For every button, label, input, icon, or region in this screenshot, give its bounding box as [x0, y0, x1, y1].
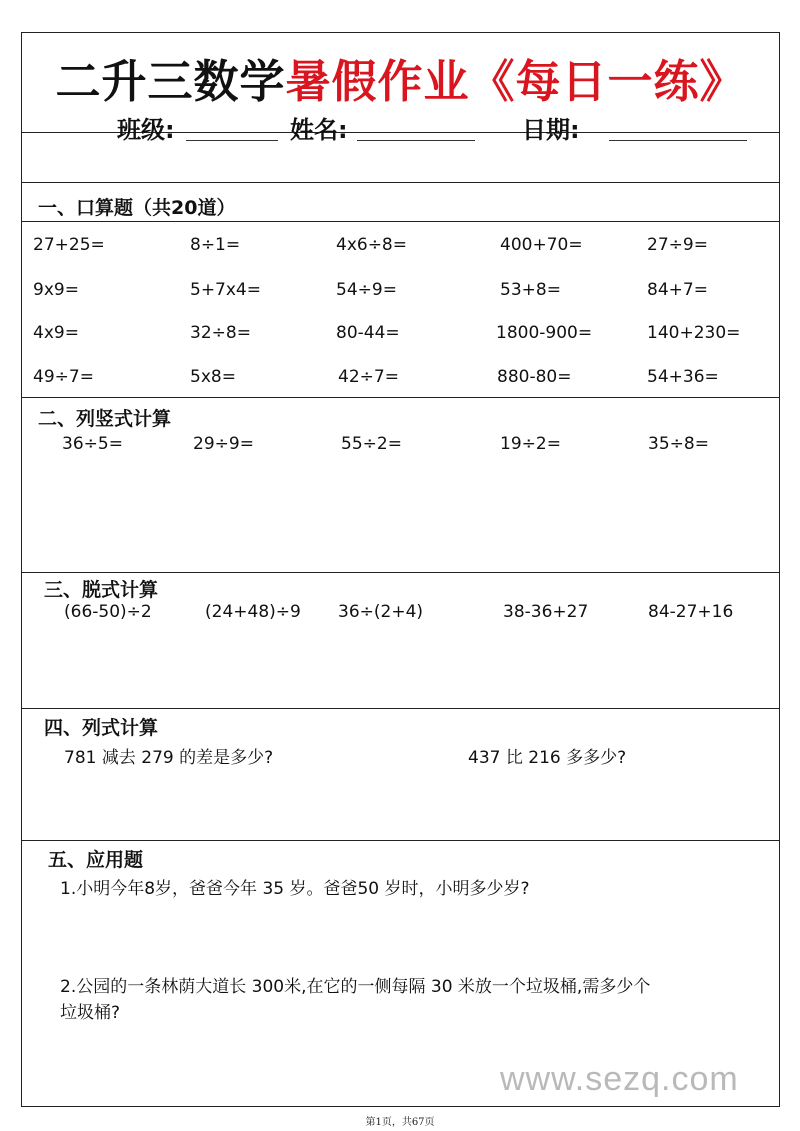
oral-problem: 27÷9=: [647, 235, 708, 255]
oral-problem: 53+8=: [500, 280, 561, 300]
vertical-calc-problem: 29÷9=: [193, 434, 254, 454]
step-calc-problem: 38-36+27: [503, 602, 589, 622]
vertical-calc-problem: 35÷8=: [648, 434, 709, 454]
oral-problem: 880-80=: [497, 367, 572, 387]
word-problem-1: 1.小明今年8岁，爸爸今年 35 岁。爸爸50 岁时，小明多少岁?: [60, 879, 530, 899]
date-label: 日期:: [522, 116, 580, 144]
oral-problem: 4x6÷8=: [336, 235, 407, 255]
divider: [22, 182, 779, 183]
class-label: 班级:: [117, 116, 175, 144]
step-calc-problem: 84-27+16: [648, 602, 734, 622]
section2-heading: 二、列竖式计算: [38, 408, 172, 430]
vertical-calc-problem: 36÷5=: [62, 434, 123, 454]
vertical-calc-problem: 55÷2=: [341, 434, 402, 454]
oral-problem: 8÷1=: [190, 235, 241, 255]
oral-problem: 140+230=: [647, 323, 741, 343]
oral-problem: 84+7=: [647, 280, 708, 300]
equation-problem: 781 减去 279 的差是多少?: [64, 748, 274, 768]
oral-problem: 5x8=: [190, 367, 236, 387]
word-problem-2-line2: 垃圾桶?: [60, 1003, 121, 1023]
vertical-calc-problem: 19÷2=: [500, 434, 561, 454]
word-problem-2-line1: 2.公园的一条林荫大道长 300米,在它的一侧每隔 30 米放一个垃圾桶,需多少个: [60, 977, 651, 997]
section5-heading: 五、应用题: [48, 849, 144, 871]
oral-problem: 9x9=: [33, 280, 79, 300]
section4-heading: 四、列式计算: [44, 717, 159, 739]
page-footer: 第1页，共67页: [365, 1117, 435, 1128]
step-calc-problem: (24+48)÷9: [205, 602, 301, 622]
divider: [22, 572, 779, 573]
divider: [22, 221, 779, 222]
oral-problem: 42÷7=: [338, 367, 399, 387]
title-part-black: 二升三数学: [55, 55, 286, 108]
title-part-red: 暑假作业《每日一练》: [285, 55, 746, 108]
oral-problem: 54÷9=: [336, 280, 397, 300]
watermark: www.sezq.com: [500, 1060, 739, 1098]
class-blank-line: [186, 140, 278, 141]
oral-problem: 32÷8=: [190, 323, 251, 343]
oral-problem: 4x9=: [33, 323, 79, 343]
oral-problem: 80-44=: [336, 323, 400, 343]
name-blank-line: [357, 140, 475, 141]
divider: [22, 840, 779, 841]
oral-problem: 1800-900=: [496, 323, 593, 343]
step-calc-problem: (66-50)÷2: [64, 602, 152, 622]
oral-problem: 5+7x4=: [190, 280, 261, 300]
step-calc-problem: 36÷(2+4): [338, 602, 424, 622]
section1-heading: 一、口算题（共20道）: [38, 197, 236, 219]
oral-problem: 27+25=: [33, 235, 105, 255]
divider: [22, 708, 779, 709]
name-label: 姓名:: [290, 116, 348, 144]
divider: [22, 397, 779, 398]
equation-problem: 437 比 216 多多少?: [468, 748, 627, 768]
oral-problem: 49÷7=: [33, 367, 94, 387]
page-title: [22, 45, 779, 110]
section3-heading: 三、脱式计算: [44, 579, 159, 601]
oral-problem: 54+36=: [647, 367, 719, 387]
date-blank-line: [609, 140, 747, 141]
oral-problem: 400+70=: [500, 235, 583, 255]
